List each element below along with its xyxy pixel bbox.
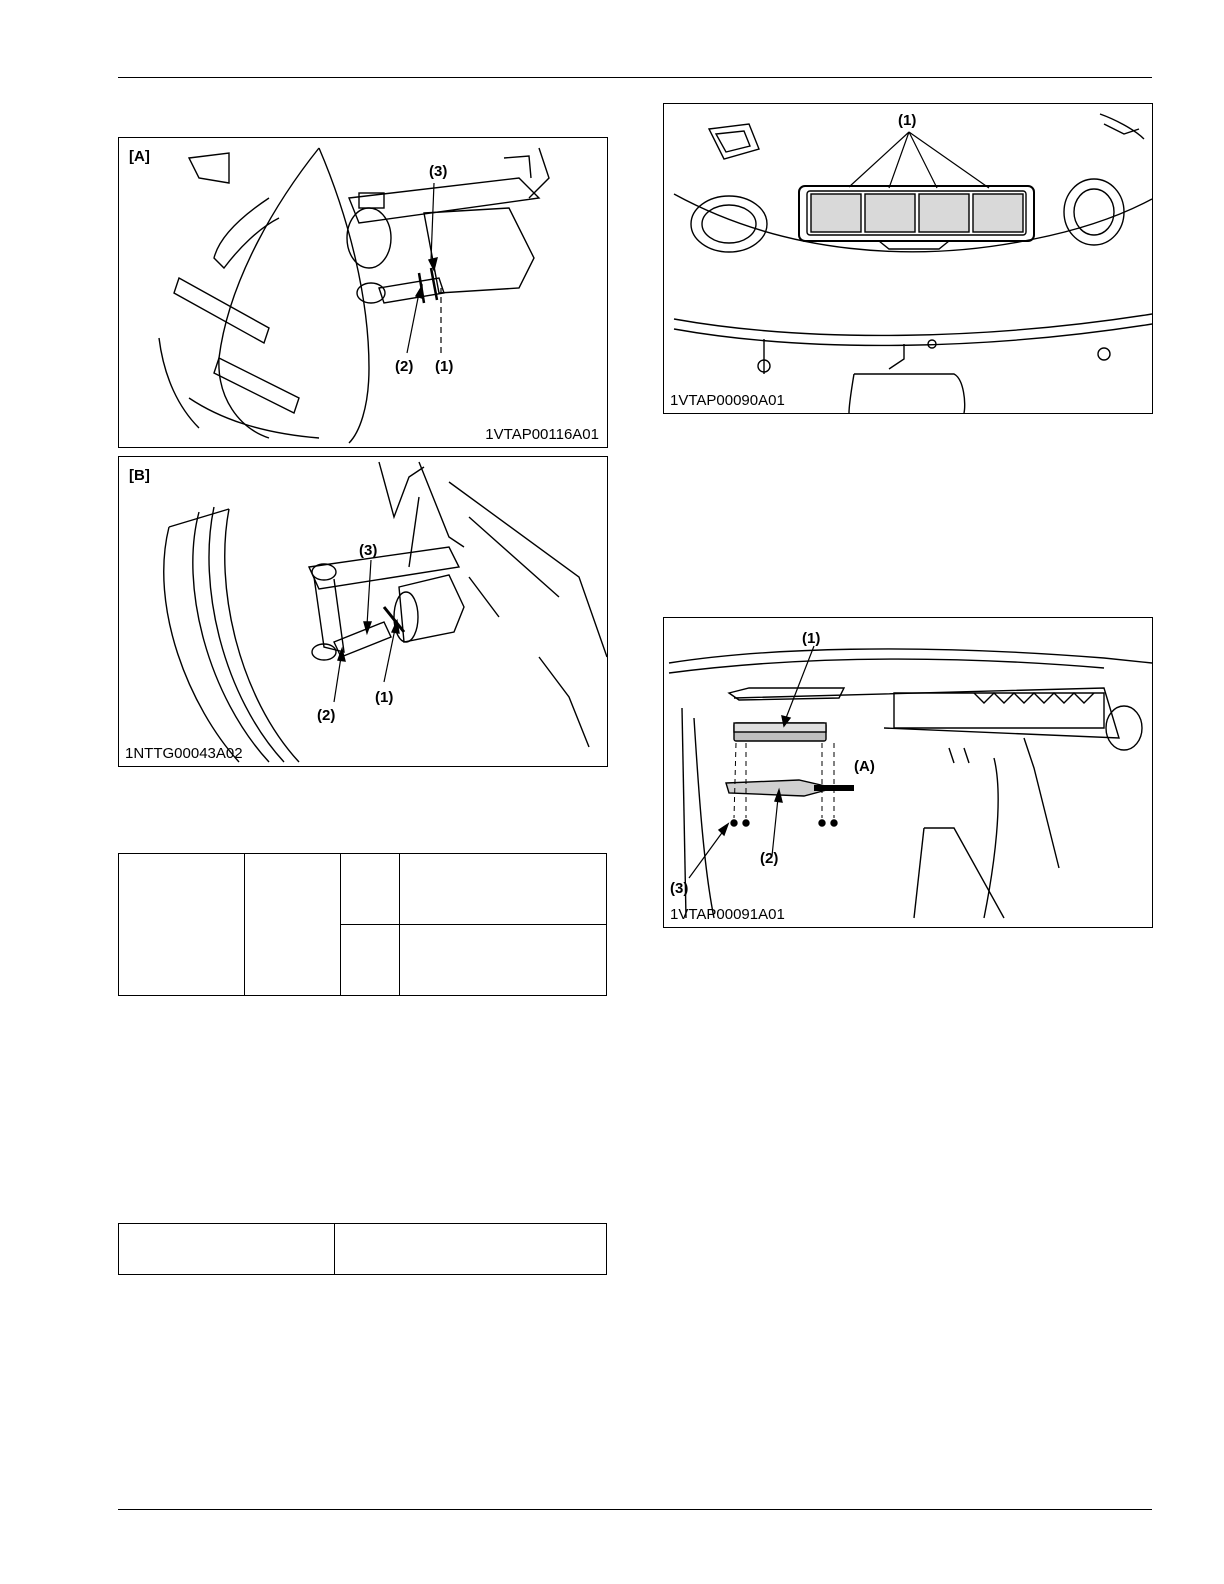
figure-c-code: 1VTAP00090A01 xyxy=(670,392,785,409)
figure-a-illustration xyxy=(119,138,607,447)
footer-rule xyxy=(118,1509,1152,1510)
header-rule xyxy=(118,77,1152,78)
figure-d-callout-1: (1) xyxy=(802,630,821,647)
figure-b-callout-1: (1) xyxy=(375,689,394,706)
table-cell xyxy=(341,925,400,996)
figure-d-illustration xyxy=(664,618,1152,927)
table-cell xyxy=(245,854,341,996)
table-cell xyxy=(335,1224,607,1275)
spec-table-upper xyxy=(118,853,607,996)
figure-a-callout-1: (1) xyxy=(435,358,454,375)
table-cell xyxy=(341,854,400,925)
table-cell xyxy=(119,854,245,996)
figure-a-tag: [A] xyxy=(129,148,150,165)
figure-d-code: 1VTAP00091A01 xyxy=(670,906,785,923)
figure-c xyxy=(663,103,1153,414)
table-cell xyxy=(400,925,607,996)
figure-d-callout-3: (3) xyxy=(670,880,689,897)
figure-b xyxy=(118,456,608,767)
figure-a-callout-3: (3) xyxy=(429,163,448,180)
figure-b-callout-3: (3) xyxy=(359,542,378,559)
figure-a-code: 1VTAP00116A01 xyxy=(485,426,599,443)
figure-c-callout-1: (1) xyxy=(898,112,917,129)
figure-a xyxy=(118,137,608,448)
figure-a-callout-2: (2) xyxy=(395,358,414,375)
figure-b-code: 1NTTG00043A02 xyxy=(125,745,243,762)
table-cell xyxy=(119,1224,335,1275)
figure-d-callout-2: (2) xyxy=(760,850,779,867)
figure-d-callout-a: (A) xyxy=(854,758,875,775)
spec-table-lower xyxy=(118,1223,607,1275)
figure-c-illustration xyxy=(664,104,1152,413)
figure-b-illustration xyxy=(119,457,607,766)
figure-b-tag: [B] xyxy=(129,467,150,484)
figure-b-callout-2: (2) xyxy=(317,707,336,724)
table-cell xyxy=(400,854,607,925)
figure-d xyxy=(663,617,1153,928)
